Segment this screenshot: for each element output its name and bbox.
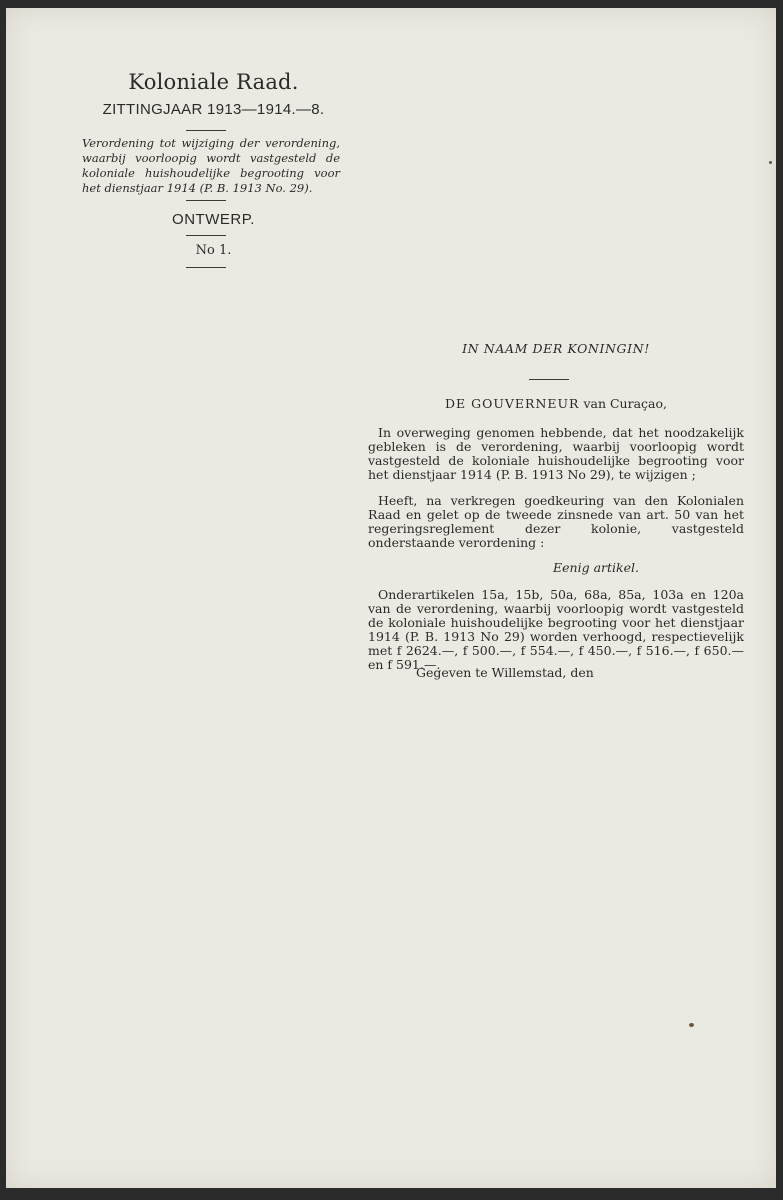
- governor-title: DE GOUVERNEUR: [445, 396, 580, 411]
- governor-location: van Curaçao,: [583, 396, 667, 411]
- governor-line: [368, 397, 744, 411]
- divider: [186, 200, 226, 201]
- article-paragraph: Onderartikelen 15a, 15b, 50a, 68a, 85a, 103a en 120a van de verordening, waarbij voorloopig wordt vastgesteld de koloniale huishoudelijke begrooting voor het dienstjaar 1914 (P. B. 1913 No 29) worden verhoogd, respectievelijk met f 2624.—, f 500.—, f 554.—, f 450.—, f 516.—, f 650.— en f 591.—.: [368, 587, 744, 672]
- draft-label: ONTWERP.: [172, 211, 255, 228]
- paper-speck: [689, 1023, 694, 1027]
- preamble-paragraph: In overweging genomen hebbende, dat het noodzakelijk gebleken is de verordening, waarbij voorloopig wordt vastgesteld de koloniale huishoudelijke begrooting voor het dienstjaar 1914 (P. B. 1913 No 29), te wijzigen ;: [368, 425, 744, 482]
- enactment-paragraph: Heeft, na verkregen goedkeuring van den Kolonialen Raad en gelet op de tweede zinsnede van art. 50 van het regeringsreglement dezer kolonie, vastgesteld onderstaande verordening :: [368, 493, 744, 550]
- council-title: Koloniale Raad.: [128, 70, 299, 94]
- ordinance-subject: Verordening tot wijziging der verordening, waarbij voorloopig wordt vastgesteld de koloniale huishoudelijke begrooting voor het dienstjaar 1914 (P. B. 1913 No. 29).: [82, 136, 340, 195]
- session-year: ZITTINGJAAR 1913—1914.—8.: [102, 101, 325, 118]
- royal-heading: IN NAAM DER KONINGIN!: [462, 341, 650, 356]
- article-title: Eenig artikel.: [553, 560, 639, 575]
- paper-speck: [769, 161, 772, 164]
- divider: [186, 130, 226, 131]
- draft-number: No 1.: [195, 243, 232, 258]
- document-page: [6, 8, 776, 1188]
- divider: [186, 235, 226, 236]
- closing-line: Gegeven te Willemstad, den: [416, 665, 594, 680]
- divider: [186, 267, 226, 268]
- divider: [529, 379, 569, 380]
